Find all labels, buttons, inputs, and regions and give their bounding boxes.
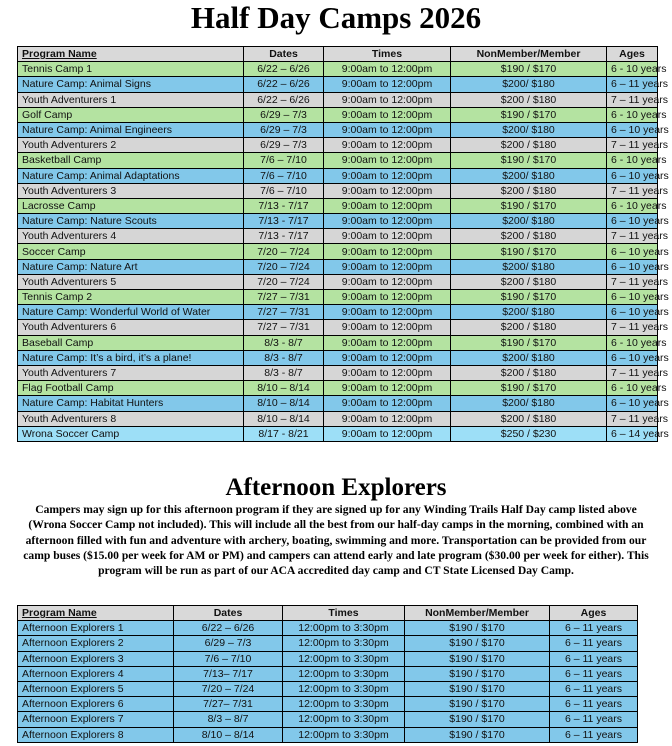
cell-program-name: Nature Camp: Animal Signs (18, 77, 244, 92)
cell-price: $200 / $180 (451, 365, 607, 380)
cell-price: $190 / $170 (451, 153, 607, 168)
cell-price: $200/ $180 (451, 122, 607, 137)
cell-ages: 6 - 10 years (607, 62, 658, 77)
table-row (18, 727, 638, 742)
cell-times: 9:00am to 12:00pm (324, 411, 451, 426)
cell-times: 12:00pm to 3:30pm (283, 666, 405, 681)
cell-program-name: Afternoon Explorers 8 (18, 727, 174, 742)
cell-dates: 7/20 – 7/24 (244, 274, 324, 289)
cell-times: 9:00am to 12:00pm (324, 168, 451, 183)
cell-times: 12:00pm to 3:30pm (283, 681, 405, 696)
cell-times: 9:00am to 12:00pm (324, 259, 451, 274)
cell-price: $200 / $180 (451, 138, 607, 153)
cell-price: $190 / $170 (451, 107, 607, 122)
cell-dates: 7/27 – 7/31 (244, 290, 324, 305)
cell-dates: 6/29 – 7/3 (244, 122, 324, 137)
cell-program-name: Tennis Camp 1 (18, 62, 244, 77)
cell-price: $190 / $170 (451, 335, 607, 350)
cell-times: 9:00am to 12:00pm (324, 62, 451, 77)
cell-ages: 6 - 10 years (607, 107, 658, 122)
cell-price: $200/ $180 (451, 259, 607, 274)
cell-dates: 7/27 – 7/31 (244, 305, 324, 320)
cell-price: $190 / $170 (451, 198, 607, 213)
cell-dates: 6/22 – 6/26 (244, 62, 324, 77)
cell-price: $250 / $230 (451, 426, 607, 441)
cell-program-name: Youth Adventurers 2 (18, 138, 244, 153)
cell-ages: 6 – 11 years (550, 651, 638, 666)
cell-price: $190 / $170 (451, 290, 607, 305)
cell-price: $200 / $180 (451, 320, 607, 335)
table-row (18, 77, 658, 92)
cell-ages: 7 – 11 years (607, 92, 658, 107)
cell-ages: 6 – 10 years (607, 214, 658, 229)
cell-dates: 6/29 – 7/3 (174, 636, 283, 651)
cell-program-name: Tennis Camp 2 (18, 290, 244, 305)
afternoon-explorers-description: Campers may sign up for this afternoon program if they are signed up for any Winding Trails Half Day camp listed above (Wrona Soccer Camp not included). This will include all the best from our half-day camps in the morning, combined with an afternoon filled with fun and adventure with archery, boating, swimming and more. Transportation can be provided from our camp buses ($15.00 per week for AM or PM) and campers can attend early and late program ($30.00 per week for either). This program will be run as part of our ACA accredited day camp and CT State Licensed Day Camp. (23, 503, 649, 578)
cell-program-name: Nature Camp: Nature Art (18, 259, 244, 274)
cell-dates: 6/22 – 6/26 (244, 77, 324, 92)
cell-ages: 6 – 11 years (550, 712, 638, 727)
cell-ages: 6 – 10 years (607, 350, 658, 365)
cell-ages: 7 – 11 years (607, 183, 658, 198)
column-header-ages: Ages (550, 606, 638, 621)
cell-dates: 8/3 – 8/7 (174, 712, 283, 727)
cell-times: 9:00am to 12:00pm (324, 426, 451, 441)
column-header-times: Times (324, 47, 451, 62)
cell-times: 9:00am to 12:00pm (324, 320, 451, 335)
cell-ages: 6 – 10 years (607, 168, 658, 183)
cell-dates: 7/13– 7/17 (174, 666, 283, 681)
cell-dates: 7/27– 7/31 (174, 697, 283, 712)
cell-price: $200 / $180 (451, 183, 607, 198)
cell-dates: 6/22 – 6/26 (244, 92, 324, 107)
cell-ages: 6 – 10 years (607, 259, 658, 274)
cell-times: 9:00am to 12:00pm (324, 396, 451, 411)
cell-dates: 6/22 – 6/26 (174, 621, 283, 636)
cell-program-name: Afternoon Explorers 6 (18, 697, 174, 712)
cell-dates: 7/6 – 7/10 (244, 183, 324, 198)
cell-price: $190 / $170 (405, 727, 550, 742)
half-day-camps-body (18, 62, 669, 442)
cell-dates: 8/3 - 8/7 (244, 365, 324, 380)
cell-program-name: Nature Camp: Habitat Hunters (18, 396, 244, 411)
cell-ages: 7 – 11 years (607, 229, 658, 244)
cell-ages: 6 – 11 years (550, 681, 638, 696)
cell-price: $190 / $170 (405, 697, 550, 712)
cell-times: 9:00am to 12:00pm (324, 77, 451, 92)
cell-program-name: Lacrosse Camp (18, 198, 244, 213)
cell-price: $200/ $180 (451, 350, 607, 365)
table-row (18, 62, 658, 77)
cell-dates: 7/13 - 7/17 (244, 214, 324, 229)
cell-dates: 7/20 – 7/24 (244, 259, 324, 274)
table-row (18, 365, 658, 380)
cell-times: 9:00am to 12:00pm (324, 381, 451, 396)
cell-times: 12:00pm to 3:30pm (283, 636, 405, 651)
cell-ages: 7 – 11 years (607, 138, 658, 153)
cell-price: $200/ $180 (451, 168, 607, 183)
column-header-price: NonMember/Member (405, 606, 550, 621)
table-row (18, 244, 658, 259)
cell-dates: 8/10 – 8/14 (174, 727, 283, 742)
cell-price: $200/ $180 (451, 305, 607, 320)
cell-times: 9:00am to 12:00pm (324, 214, 451, 229)
table-row (18, 153, 658, 168)
cell-times: 9:00am to 12:00pm (324, 138, 451, 153)
table-row (18, 426, 658, 441)
cell-dates: 7/6 – 7/10 (174, 651, 283, 666)
cell-program-name: Afternoon Explorers 7 (18, 712, 174, 727)
cell-times: 9:00am to 12:00pm (324, 274, 451, 289)
cell-price: $190 / $170 (405, 666, 550, 681)
table-header-row (18, 47, 658, 62)
table-row (18, 107, 658, 122)
cell-ages: 6 - 10 years (607, 153, 658, 168)
cell-price: $190 / $170 (405, 621, 550, 636)
cell-ages: 6 - 10 years (607, 381, 658, 396)
cell-program-name: Golf Camp (18, 107, 244, 122)
column-header-program-name: Program Name (18, 606, 174, 621)
cell-ages: 7 – 11 years (607, 274, 658, 289)
cell-times: 9:00am to 12:00pm (324, 153, 451, 168)
table-row (18, 290, 658, 305)
cell-times: 12:00pm to 3:30pm (283, 727, 405, 742)
table-row (18, 666, 638, 681)
cell-program-name: Youth Adventurers 6 (18, 320, 244, 335)
cell-price: $200 / $180 (451, 274, 607, 289)
cell-price: $200 / $180 (451, 92, 607, 107)
table-row (18, 411, 658, 426)
table-row (18, 214, 658, 229)
column-header-price: NonMember/Member (451, 47, 607, 62)
cell-price: $190 / $170 (451, 62, 607, 77)
table-row (18, 168, 658, 183)
cell-dates: 7/20 – 7/24 (174, 681, 283, 696)
afternoon-explorers-table (17, 605, 638, 743)
column-header-dates: Dates (244, 47, 324, 62)
cell-times: 9:00am to 12:00pm (324, 183, 451, 198)
cell-dates: 8/10 – 8/14 (244, 396, 324, 411)
cell-times: 9:00am to 12:00pm (324, 350, 451, 365)
cell-dates: 6/29 – 7/3 (244, 138, 324, 153)
cell-program-name: Youth Adventurers 1 (18, 92, 244, 107)
column-header-dates: Dates (174, 606, 283, 621)
cell-ages: 6 – 11 years (550, 666, 638, 681)
table-row (18, 122, 658, 137)
cell-ages: 6 – 11 years (607, 77, 658, 92)
cell-ages: 6 – 11 years (550, 636, 638, 651)
cell-ages: 6 – 11 years (550, 727, 638, 742)
table-row (18, 92, 658, 107)
cell-ages: 6 – 10 years (607, 305, 658, 320)
cell-price: $190 / $170 (451, 381, 607, 396)
table-row (18, 138, 658, 153)
cell-price: $190 / $170 (405, 636, 550, 651)
cell-ages: 6 – 10 years (607, 122, 658, 137)
cell-ages: 6 – 14 years (607, 426, 658, 441)
cell-program-name: Afternoon Explorers 1 (18, 621, 174, 636)
column-header-times: Times (283, 606, 405, 621)
cell-program-name: Afternoon Explorers 4 (18, 666, 174, 681)
table-row (18, 305, 658, 320)
cell-program-name: Youth Adventurers 7 (18, 365, 244, 380)
cell-dates: 8/17 - 8/21 (244, 426, 324, 441)
cell-program-name: Afternoon Explorers 5 (18, 681, 174, 696)
cell-dates: 7/6 – 7/10 (244, 168, 324, 183)
cell-times: 9:00am to 12:00pm (324, 92, 451, 107)
cell-price: $190 / $170 (405, 681, 550, 696)
cell-ages: 7 – 11 years (607, 365, 658, 380)
cell-dates: 7/27 – 7/31 (244, 320, 324, 335)
table-row (18, 621, 638, 636)
column-header-program-name: Program Name (18, 47, 244, 62)
cell-times: 9:00am to 12:00pm (324, 229, 451, 244)
cell-dates: 8/10 – 8/14 (244, 411, 324, 426)
cell-program-name: Afternoon Explorers 3 (18, 651, 174, 666)
cell-dates: 6/29 – 7/3 (244, 107, 324, 122)
cell-program-name: Nature Camp: Wonderful World of Water (18, 305, 244, 320)
cell-program-name: Youth Adventurers 3 (18, 183, 244, 198)
cell-ages: 6 – 11 years (550, 697, 638, 712)
table-row (18, 274, 658, 289)
cell-program-name: Basketball Camp (18, 153, 244, 168)
table-row (18, 651, 638, 666)
cell-dates: 7/13 - 7/17 (244, 198, 324, 213)
cell-program-name: Baseball Camp (18, 335, 244, 350)
afternoon-explorers-title: Afternoon Explorers (225, 474, 447, 501)
cell-program-name: Flag Football Camp (18, 381, 244, 396)
cell-program-name: Nature Camp: Animal Engineers (18, 122, 244, 137)
cell-times: 12:00pm to 3:30pm (283, 712, 405, 727)
column-header-ages: Ages (607, 47, 658, 62)
cell-times: 12:00pm to 3:30pm (283, 697, 405, 712)
table-row (18, 183, 658, 198)
cell-dates: 8/10 – 8/14 (244, 381, 324, 396)
cell-price: $200/ $180 (451, 214, 607, 229)
cell-times: 9:00am to 12:00pm (324, 107, 451, 122)
cell-times: 9:00am to 12:00pm (324, 198, 451, 213)
cell-times: 9:00am to 12:00pm (324, 290, 451, 305)
cell-price: $190 / $170 (451, 244, 607, 259)
table-row (18, 335, 658, 350)
table-row (18, 697, 638, 712)
cell-program-name: Youth Adventurers 4 (18, 229, 244, 244)
cell-ages: 6 – 10 years (607, 290, 658, 305)
cell-program-name: Wrona Soccer Camp (18, 426, 244, 441)
table-row (18, 259, 658, 274)
table-row (18, 198, 658, 213)
cell-program-name: Afternoon Explorers 2 (18, 636, 174, 651)
table-row (18, 636, 638, 651)
cell-times: 9:00am to 12:00pm (324, 365, 451, 380)
cell-program-name: Youth Adventurers 8 (18, 411, 244, 426)
cell-dates: 8/3 - 8/7 (244, 350, 324, 365)
cell-program-name: Soccer Camp (18, 244, 244, 259)
cell-ages: 6 – 10 years (607, 244, 658, 259)
cell-times: 9:00am to 12:00pm (324, 335, 451, 350)
table-row (18, 681, 638, 696)
cell-price: $200/ $180 (451, 77, 607, 92)
cell-ages: 7 – 11 years (607, 411, 658, 426)
cell-dates: 7/13 - 7/17 (244, 229, 324, 244)
cell-price: $200/ $180 (451, 396, 607, 411)
cell-times: 12:00pm to 3:30pm (283, 621, 405, 636)
cell-ages: 6 – 11 years (550, 621, 638, 636)
table-row (18, 229, 658, 244)
cell-times: 9:00am to 12:00pm (324, 244, 451, 259)
cell-ages: 7 – 11 years (607, 320, 658, 335)
cell-dates: 8/3 - 8/7 (244, 335, 324, 350)
cell-price: $200 / $180 (451, 411, 607, 426)
cell-ages: 6 - 10 years (607, 198, 658, 213)
cell-ages: 6 – 10 years (607, 396, 658, 411)
cell-program-name: Youth Adventurers 5 (18, 274, 244, 289)
cell-price: $190 / $170 (405, 712, 550, 727)
page-title: Half Day Camps 2026 (190, 0, 482, 35)
half-day-camps-table (17, 46, 669, 442)
table-header-row (18, 606, 638, 621)
table-row (18, 320, 658, 335)
cell-program-name: Nature Camp: It’s a bird, it’s a plane! (18, 350, 244, 365)
cell-dates: 7/6 – 7/10 (244, 153, 324, 168)
cell-price: $200 / $180 (451, 229, 607, 244)
table-row (18, 396, 658, 411)
cell-program-name: Nature Camp: Animal Adaptations (18, 168, 244, 183)
cell-ages: 6 - 10 years (607, 335, 658, 350)
cell-times: 9:00am to 12:00pm (324, 122, 451, 137)
table-row (18, 350, 658, 365)
cell-program-name: Nature Camp: Nature Scouts (18, 214, 244, 229)
cell-price: $190 / $170 (405, 651, 550, 666)
table-row (18, 381, 658, 396)
cell-dates: 7/20 – 7/24 (244, 244, 324, 259)
afternoon-explorers-body (18, 621, 638, 743)
table-row (18, 712, 638, 727)
cell-times: 9:00am to 12:00pm (324, 305, 451, 320)
cell-times: 12:00pm to 3:30pm (283, 651, 405, 666)
